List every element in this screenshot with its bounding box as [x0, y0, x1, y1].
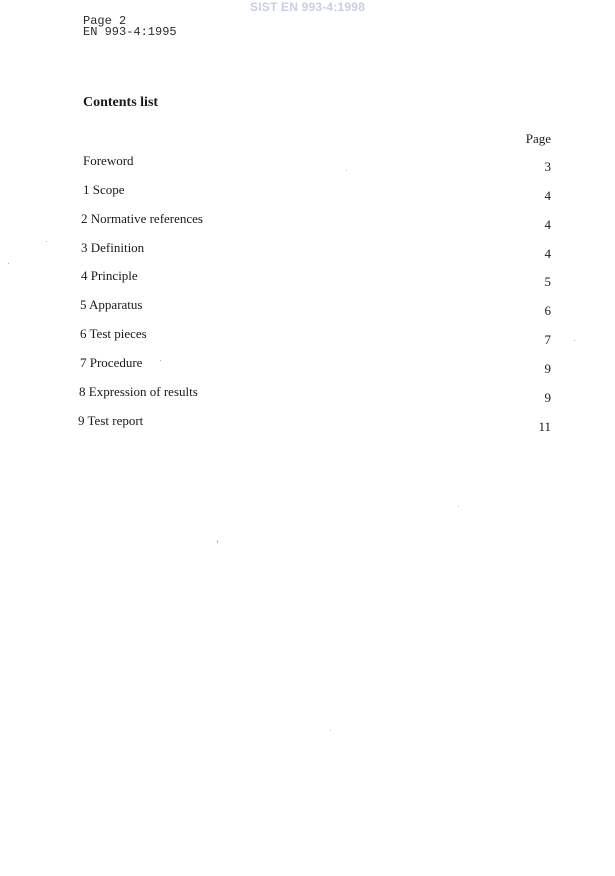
toc-entry: [78, 413, 551, 442]
toc-entry-page: 4: [544, 217, 551, 232]
scan-speck: [217, 540, 218, 543]
toc-entry: [81, 268, 551, 297]
toc-entry-label: 4 Principle: [81, 268, 138, 283]
watermark-text: SIST EN 993-4:1998: [250, 0, 365, 14]
toc-entry-label: 1 Scope: [83, 182, 125, 197]
toc-entry-page: 4: [544, 246, 551, 261]
scan-speck: [160, 360, 161, 361]
toc-entry-label: 7 Procedure: [80, 355, 143, 370]
toc-entry: [81, 211, 551, 240]
toc-entry-label: 3 Definition: [81, 240, 145, 255]
toc-entry-label: 2 Normative references: [81, 211, 203, 226]
toc-entry-page: 4: [544, 188, 551, 203]
toc-entry-page: 11: [538, 419, 551, 434]
toc-entry: [81, 240, 551, 269]
toc-entry-page: 6: [544, 303, 551, 318]
scan-speck: [8, 263, 9, 264]
toc-entry: [83, 153, 551, 182]
page-column-label: Page: [525, 131, 551, 146]
toc-entry-label: 9 Test report: [78, 413, 144, 428]
scan-speck: [346, 170, 347, 171]
toc-entry: [83, 182, 551, 211]
toc-entry-label: 6 Test pieces: [80, 326, 147, 341]
toc-entry-page: 9: [544, 361, 551, 376]
page-header: [83, 16, 177, 38]
toc-entry-page: 9: [544, 390, 551, 405]
toc-entry-label: 8 Expression of results: [79, 384, 198, 399]
scan-speck: [574, 340, 575, 341]
toc-entry-label: Foreword: [83, 153, 134, 168]
contents-title: Contents list: [83, 95, 159, 110]
toc-entry-label: 5 Apparatus: [80, 297, 143, 312]
toc-entry: [80, 355, 551, 384]
toc-entry-page: 3: [544, 159, 551, 174]
toc-entry-page: 7: [544, 332, 551, 347]
scan-speck: [458, 506, 459, 507]
toc-entry: [80, 326, 551, 355]
toc-entry: [80, 297, 551, 326]
scan-speck: [46, 241, 47, 242]
toc-entry: [79, 384, 551, 413]
toc-entry-page: 5: [544, 274, 551, 289]
standard-reference-line: EN 993-4:1995: [83, 25, 177, 39]
scan-speck: [330, 730, 331, 731]
page-number-line: Page 2: [83, 14, 127, 28]
